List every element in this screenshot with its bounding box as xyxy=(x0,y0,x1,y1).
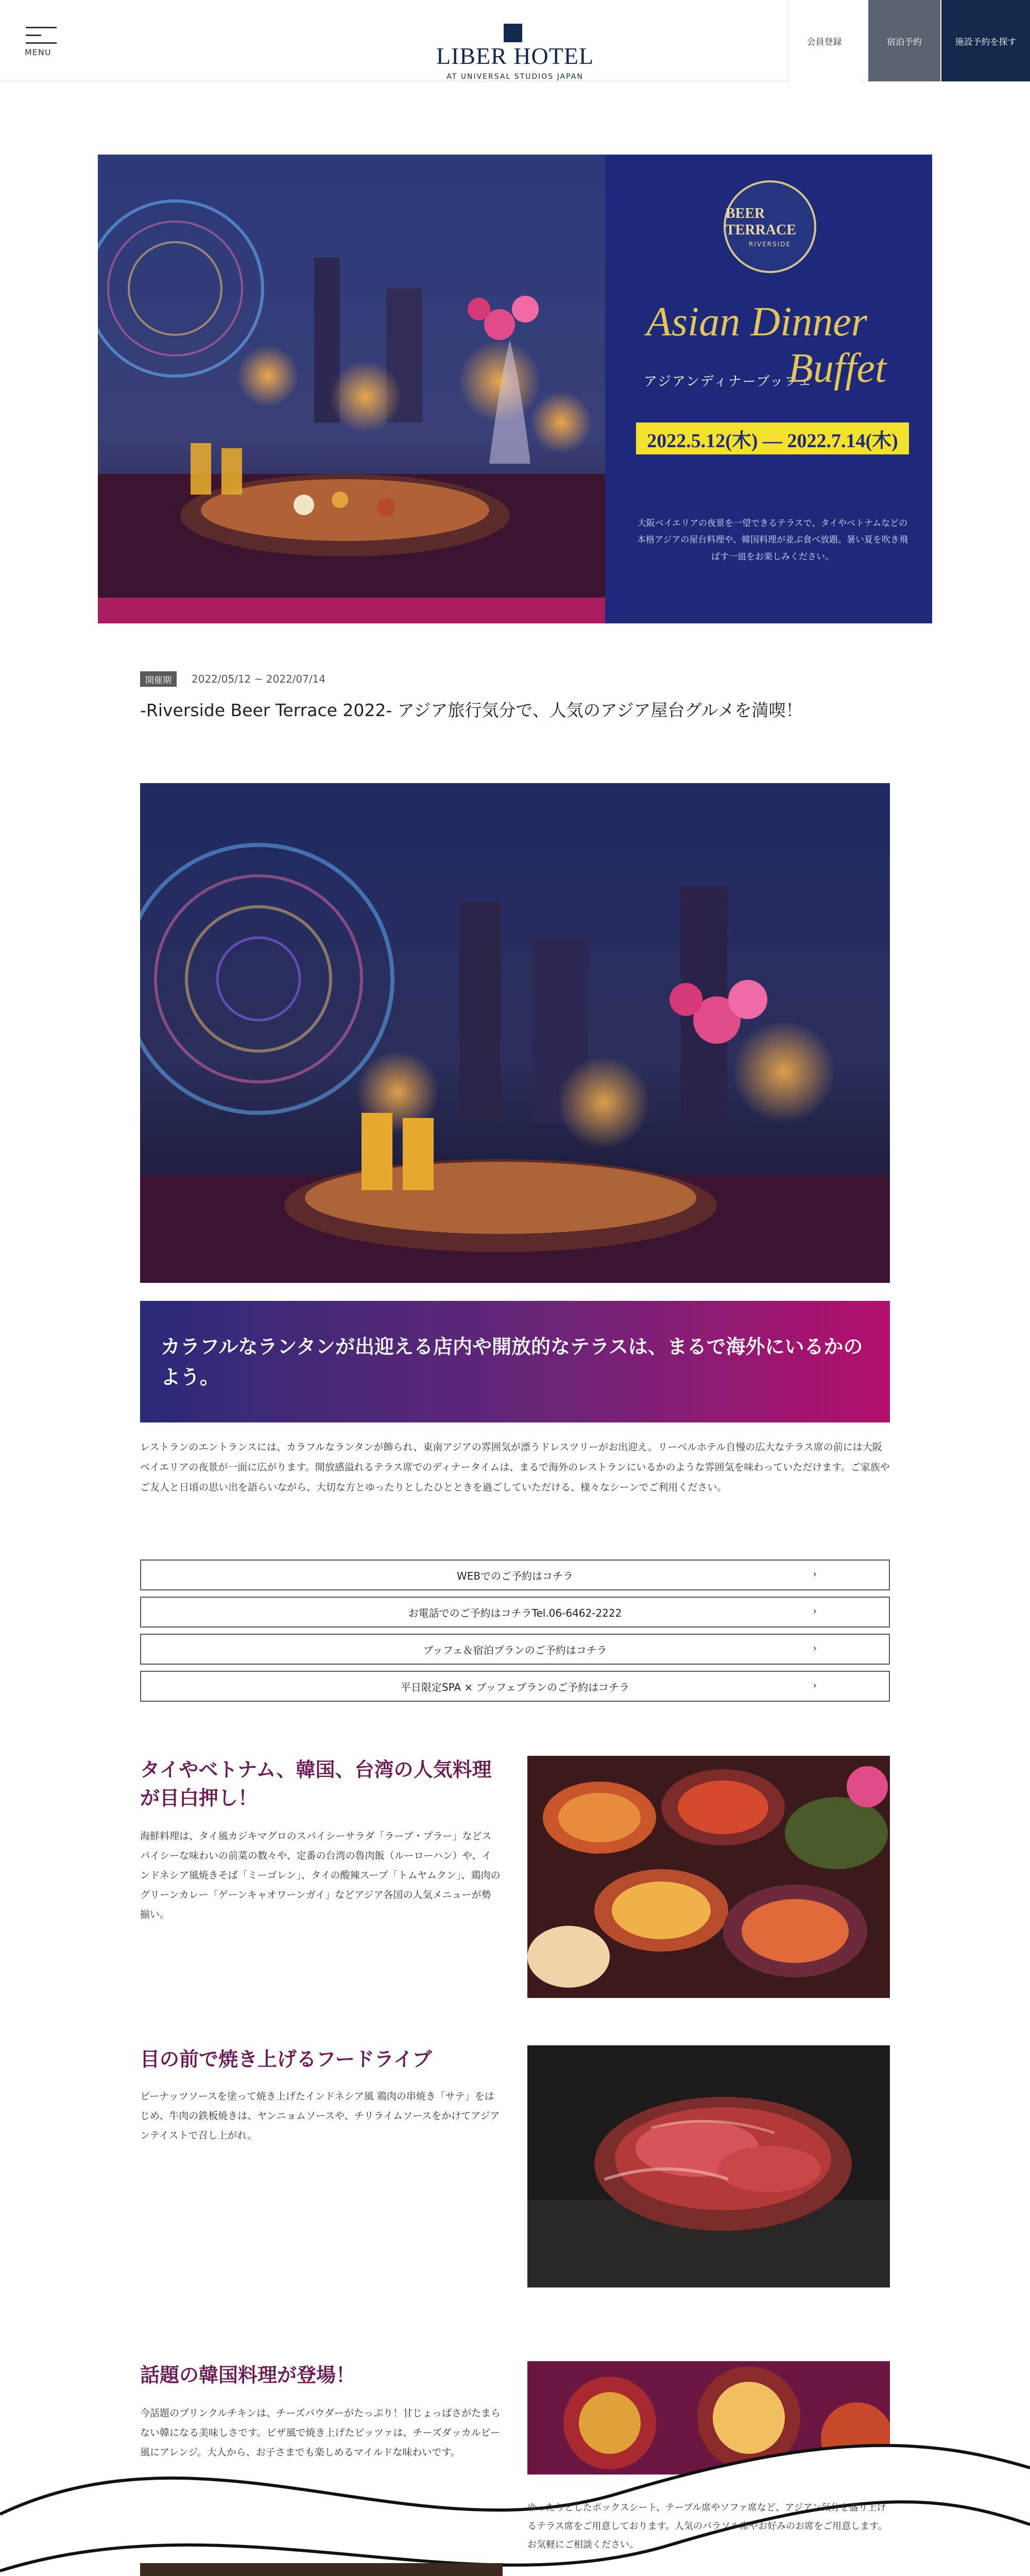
feature-text-asian-dishes: 海鮮料理は、タイ風カジキマグロのスパイシーサラダ「ラーブ・プラー」などスパイシーな味わいの前菜の数々や、定番の台湾の魯肉飯（ルーローハン）や、インドネシア風焼きそば「ミーゴレン」、タイの酸辣スープ「トムヤムクン」、鶏肉のグリーンカレー「ゲーンキャオワーンガイ」などアジア各国の人気メニューが勢揃い。 xyxy=(140,1831,501,1920)
arrow-right-icon: › xyxy=(813,1643,817,1654)
feature-text-food-live: ピーナッツソースを塗って焼き上げたインドネシア風 鶏肉の串焼き「サテ」をはじめ、牛肉の鉄板焼きは、ヤンニョムソースや、チリライムソースをかけてアジアンテイストで召し上がれ。 xyxy=(140,2091,500,2141)
spa-buffet-plan-link[interactable] xyxy=(140,1671,890,1702)
logo-mark-icon xyxy=(504,24,522,42)
facility-reservation-button[interactable]: 施設予約を探す xyxy=(941,0,1030,81)
intro-banner xyxy=(140,1301,890,1422)
member-register-button[interactable]: 会員登録 xyxy=(788,0,860,81)
arrow-right-icon: › xyxy=(813,1606,817,1617)
arrow-right-icon: › xyxy=(813,1680,817,1691)
badge-subtitle: RIVERSIDE xyxy=(749,241,791,248)
hero-title-line1: Asian Dinner xyxy=(646,299,867,345)
page-title: -Riverside Beer Terrace 2022- アジア旅行気分で、人気のアジア屋台グルメを満喫！ xyxy=(140,700,803,720)
terrace-photo xyxy=(140,783,890,1283)
site-logo[interactable] xyxy=(427,24,603,81)
reservation-links xyxy=(140,1560,890,1708)
buffet-stay-plan-label: ブッフェ＆宿泊プランのご予約はコチラ xyxy=(423,1643,607,1656)
hero-photo xyxy=(98,155,605,623)
hero-text-panel xyxy=(605,155,932,623)
spa-buffet-plan-label: 平日限定SPA × ブッフェプランのご予約はコチラ xyxy=(400,1681,630,1693)
phone-reservation-link[interactable] xyxy=(140,1597,890,1628)
period-tag: 開催期 xyxy=(140,671,177,687)
buffet-stay-plan-link[interactable] xyxy=(140,1634,890,1665)
intro-body-text: レストランのエントランスには、カラフルなランタンが飾られ、東南アジアの雰囲気が漂うドレスツリーがお出迎え。リーベルホテル自慢の広大なテラス席の前には大阪ベイエリアの夜景が一面に広がります。開放感溢れるテラス席でのディナータイムは、まるで海外のレストランにいるかのような雰囲気を味わっていただけます。ご家族やご友人と日頃の思い出を語らいながら、大切な方とゆったりとしたひとときを過ごしていただける、様々なシーンでご利用ください。 xyxy=(140,1442,890,1493)
hero-date-badge: 2022.5.12(木) — 2022.7.14(木) xyxy=(636,422,909,454)
event-period: 2022/05/12 ~ 2022/07/14 xyxy=(192,673,326,685)
grilled-beef-photo xyxy=(527,2045,890,2287)
badge-title: BEER TERRACE xyxy=(726,206,796,238)
site-header xyxy=(0,0,1030,81)
asian-dishes-photo xyxy=(527,1756,890,1998)
logo-name: LIBER HOTEL xyxy=(436,43,594,69)
stay-reservation-button[interactable]: 宿泊予約 xyxy=(868,0,940,81)
hamburger-menu-icon[interactable] xyxy=(26,27,57,50)
hero-title-line2: Buffet xyxy=(788,346,887,391)
hero-subtitle: アジアンディナーブッフェ xyxy=(644,374,813,389)
feature-extra-text: ゆったりとしたボックスシート、テーブル席やソファ席など、アジアン気分を盛り上げるテラス席をご用意しております。人気のパラソル席やお好みのお席をご用意します。お気軽にご相談ください。 xyxy=(527,2502,887,2550)
intro-banner-title: カラフルなランタンが出迎える店内や開放的なテラスは、まるで海外にいるかのよう。 xyxy=(161,1335,863,1388)
hero-description: 大阪ベイエリアの夜景を一望できるテラスで、タイやベトナムなどの本格アジアの屋台料理や、韓国料理が並ぶ食べ放題。暑い夏を吹き飛ばす一皿をお楽しみください。 xyxy=(637,518,908,562)
web-reservation-label: WEBでのご予約はコチラ xyxy=(456,1569,574,1582)
menu-label[interactable]: MENU xyxy=(25,47,52,57)
beer-terrace-badge xyxy=(724,180,816,273)
feature-text-korean: 今話題のプリンクルチキンは、チーズパウダーがたっぷり！甘じょっぱさがたまらない韓になる美味しさです。ビザ風で焼き上げたピッツァは、チーズダッカルビー風にアレンジ。大人から、お子さまでも楽しめるマイルドな味わいです。 xyxy=(140,2408,501,2458)
feature-title-food-live: 目の前で焼き上げるフードライブ xyxy=(140,2048,432,2071)
arrow-right-icon: › xyxy=(813,1569,817,1580)
feature-title-asian-dishes: タイやベトナム、韓国、台湾の人気料理が目白押し！ xyxy=(140,1758,492,1810)
logo-subtitle: AT UNIVERSAL STUDIOS JAPAN xyxy=(447,73,583,81)
web-reservation-link[interactable] xyxy=(140,1560,890,1590)
phone-reservation-label: お電話でのご予約はコチラTel.06-6462-2222 xyxy=(408,1606,622,1619)
feature-title-korean: 話題の韓国料理が登場！ xyxy=(140,2364,356,2386)
box-seat-photo xyxy=(140,2563,503,2576)
hero-banner xyxy=(98,155,932,623)
